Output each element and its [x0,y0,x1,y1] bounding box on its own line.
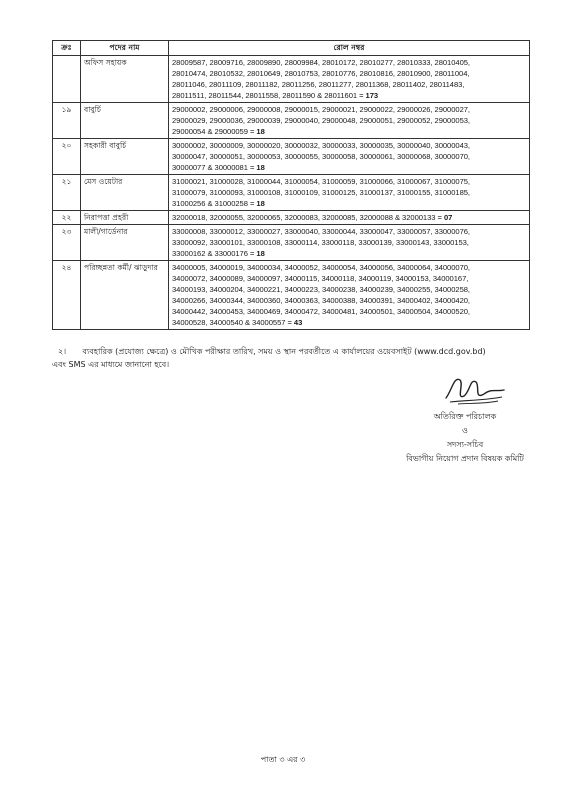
roll-number-text: 31000256 & 31000258 = [172,199,257,208]
roll-number-line [172,237,526,248]
table-row [53,225,530,261]
roll-number-line [172,198,526,209]
roll-number-text: 34000072, 34000089, 34000097, 34000115, 34000118, 34000119, 34000153, 34000167, [172,274,469,283]
roll-number-text: 30000002, 30000009, 30000020, 30000032, 30000033, 30000035, 30000040, 30000043, [172,141,470,150]
roll-number-table [52,40,530,330]
roll-number-text: 29000029, 29000036, 29000039, 29000040, 29000048, 29000051, 29000052, 29000053, [172,116,470,125]
row-roll-numbers [169,175,530,211]
row-post-name: মেস ওয়েটার [81,175,169,211]
roll-number-line [172,57,526,68]
row-roll-numbers [169,261,530,330]
roll-number-text: 33000008, 33000012, 33000027, 33000040, 33000044, 33000047, 33000057, 33000076, [172,227,470,236]
row-serial: ২২ [53,211,81,225]
row-post-name: বাবুর্চি [81,103,169,139]
roll-number-line [172,187,526,198]
roll-number-line [172,126,526,137]
table-row [53,103,530,139]
row-serial: ২৩ [53,225,81,261]
roll-number-line [172,262,526,273]
row-post-name: অফিস সহায়ক [81,56,169,103]
roll-number-text: 31000079, 31000093, 31000108, 31000109, 31000125, 31000137, 31000155, 31000185, [172,188,470,197]
header-post-name: পদের নাম [81,41,169,56]
roll-number-text: 28010474, 28010532, 28010649, 28010753, 28010776, 28010816, 28010900, 28011004, [172,69,470,78]
roll-number-line [172,140,526,151]
handwritten-signature [440,370,510,410]
roll-number-line [172,68,526,79]
row-serial: ১৯ [53,103,81,139]
header-serial: ক্রঃ [53,41,81,56]
roll-number-text: 33000162 & 33000176 = [172,249,257,258]
roll-number-line [172,90,526,101]
row-roll-numbers [169,225,530,261]
roll-number-text: 34000266, 34000344, 34000360, 34000363, 34000388, 34000391, 34000402, 34000420, [172,296,470,305]
roll-number-line [172,176,526,187]
row-post-name: মালী/গার্ডেনার [81,225,169,261]
row-roll-numbers [169,139,530,175]
roll-number-text: 34000193, 34000204, 34000221, 34000223, 34000238, 34000239, 34000255, 34000258, [172,285,470,294]
row-post-name: নিরাপত্তা প্রহরী [81,211,169,225]
roll-total: 18 [256,127,265,136]
roll-number-text: 32000018, 32000055, 32000065, 32000083, 32000085, 32000088 & 32000133 = [172,213,444,222]
row-roll-numbers [169,211,530,225]
roll-number-text: 28011046, 28011109, 28011182, 28011256, 28011277, 28011368, 28011402, 28011483, [172,80,465,89]
note-line-1: ব্যবহারিক (প্রযোজ্য ক্ষেত্রে) ও মৌখিক পরীক্ষার তারিখ, সময় ও স্থান পরবর্তীতে এ কার্যালয়ের ওয়েবসাইট (www.dcd.gov.bd) [82,347,486,356]
roll-number-text: 30000047, 30000051, 30000053, 30000055, 30000058, 30000061, 30000068, 30000070, [172,152,470,161]
roll-number-line [172,162,526,173]
roll-number-text: 28009587, 28009716, 28009890, 28009984, 28010172, 28010277, 28010333, 28010405, [172,58,470,67]
roll-number-line [172,226,526,237]
page-footer: পাতা ৩ এর ৩ [260,755,306,764]
signatory-conjunction: ও [462,426,468,435]
roll-total: 43 [293,318,303,327]
row-serial: ২১ [53,175,81,211]
signatory-committee: বিভাগীয় নিয়োগ প্রদান বিষয়ক কমিটি [406,454,524,463]
roll-number-text: 31000021, 31000028, 31000044, 31000054, 31000059, 31000066, 31000067, 31000075, [172,177,470,186]
row-post-name: পরিচ্ছন্নতা কর্মী/ ঝাড়ুদার [81,261,169,330]
instruction-note [52,345,532,371]
roll-number-line [172,151,526,162]
roll-number-line [172,306,526,317]
row-roll-numbers [169,103,530,139]
table-header-row [53,41,530,56]
roll-total: 18 [256,249,265,258]
header-roll-number: রোল নম্বর [169,41,530,56]
table-row [53,56,530,103]
roll-total: 18 [256,199,265,208]
roll-total: 18 [256,163,265,172]
roll-number-line [172,295,526,306]
table-row [53,175,530,211]
roll-number-line [172,104,526,115]
roll-number-line [172,284,526,295]
row-roll-numbers [169,56,530,103]
roll-number-line [172,248,526,259]
roll-number-line [172,317,526,328]
row-post-name: সহকারী বাবুর্চি [81,139,169,175]
roll-number-line [172,115,526,126]
roll-number-text: 29000002, 29000006, 29000008, 29000015, 29000021, 29000022, 29000026, 29000027, [172,105,470,114]
signatory-block [390,410,540,466]
row-serial: ২০ [53,139,81,175]
roll-number-line [172,212,526,223]
table-row [53,139,530,175]
roll-number-text: 34000442, 34000453, 34000469, 34000472, 34000481, 34000501, 34000504, 34000520, [172,307,470,316]
roll-number-line [172,273,526,284]
table-row [53,211,530,225]
roll-number-text: 29000054 & 29000059 = [172,127,257,136]
row-serial [53,56,81,103]
table-row [53,261,530,330]
signatory-title: অতিরিক্ত পরিচালক [433,412,497,421]
roll-number-line [172,79,526,90]
roll-number-text: 34000005, 34000019, 34000034, 34000052, 34000054, 34000056, 34000064, 34000070, [172,263,470,272]
roll-total: 173 [365,91,379,100]
note-line-2: এবং SMS এর মাধ্যমে জানানো হবে। [52,360,170,369]
note-number: ২। [58,347,67,356]
roll-total: 07 [443,213,453,222]
roll-number-text: 28011511, 28011544, 28011558, 28011590 & 28011601 = [172,91,366,100]
roll-number-text: 30000077 & 30000081 = [172,163,257,172]
signatory-role: সদস্য-সচিব [446,440,484,449]
row-serial: ২৪ [53,261,81,330]
roll-number-text: 33000092, 33000101, 33000108, 33000114, 33000118, 33000139, 33000143, 33000153, [172,238,469,247]
roll-number-text: 34000528, 34000540 & 34000557 = [172,318,294,327]
